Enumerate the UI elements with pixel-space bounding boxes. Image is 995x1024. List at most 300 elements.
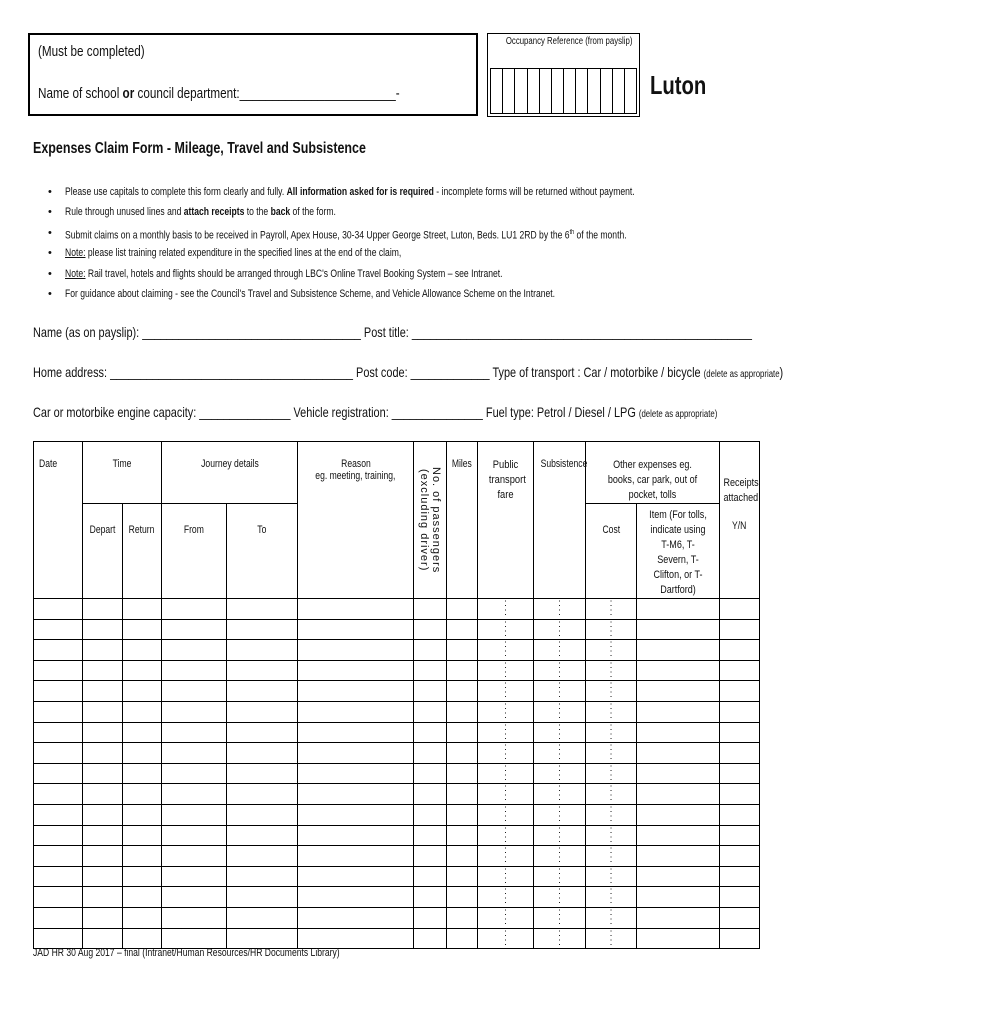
table-cell[interactable] <box>478 887 534 908</box>
table-cell[interactable] <box>586 928 637 949</box>
table-cell[interactable] <box>162 681 227 702</box>
table-cell[interactable] <box>83 825 123 846</box>
table-cell[interactable] <box>720 928 760 949</box>
table-cell[interactable] <box>123 887 162 908</box>
colon-marker: : <box>558 598 561 609</box>
table-cell[interactable] <box>414 784 447 805</box>
table-cell[interactable] <box>34 660 83 681</box>
table-cell[interactable] <box>637 640 720 661</box>
table-cell[interactable] <box>447 928 478 949</box>
table-cell[interactable] <box>162 619 227 640</box>
instruction-item: • Rule through unused lines and attach receipts to the back of the form. <box>48 206 336 219</box>
table-cell[interactable] <box>162 825 227 846</box>
table-cell[interactable] <box>534 928 586 949</box>
table-cell[interactable] <box>637 846 720 867</box>
table-cell[interactable] <box>586 887 637 908</box>
table-cell[interactable] <box>586 825 637 846</box>
colon-marker: : <box>504 783 507 795</box>
table-cell[interactable] <box>123 640 162 661</box>
table-cell[interactable] <box>478 681 534 702</box>
table-cell[interactable] <box>298 599 414 620</box>
table-cell[interactable] <box>447 743 478 764</box>
table-cell[interactable] <box>534 743 586 764</box>
table-cell[interactable] <box>227 660 298 681</box>
table-cell[interactable] <box>414 701 447 722</box>
footer-reference: JAD HR 30 Aug 2017 – final (Intranet/Human Resources/HR Documents Library) <box>33 947 340 959</box>
table-cell[interactable] <box>637 701 720 722</box>
table-cell[interactable] <box>298 907 414 928</box>
table-cell[interactable] <box>34 619 83 640</box>
table-cell[interactable] <box>34 784 83 805</box>
table-cell[interactable] <box>83 907 123 928</box>
table-cell[interactable] <box>414 722 447 743</box>
occupancy-digit-cell[interactable] <box>564 69 576 113</box>
table-cell[interactable] <box>447 784 478 805</box>
occupancy-digit-cell[interactable] <box>625 69 636 113</box>
table-cell[interactable] <box>227 722 298 743</box>
table-cell[interactable] <box>478 784 534 805</box>
table-cell[interactable] <box>34 907 83 928</box>
table-cell[interactable] <box>720 681 760 702</box>
table-cell[interactable] <box>414 763 447 784</box>
school-name-field[interactable]: Name of school or council department:________________________- <box>38 85 400 102</box>
table-cell[interactable] <box>298 722 414 743</box>
table-cell[interactable] <box>720 660 760 681</box>
table-cell[interactable] <box>720 763 760 784</box>
school-header-box <box>28 33 478 116</box>
table-cell[interactable] <box>34 743 83 764</box>
table-cell[interactable] <box>586 784 637 805</box>
table-cell[interactable] <box>83 743 123 764</box>
table-cell[interactable] <box>478 825 534 846</box>
table-cell[interactable] <box>720 846 760 867</box>
table-cell[interactable] <box>720 701 760 722</box>
table-cell[interactable] <box>414 660 447 681</box>
colon-marker: : <box>504 812 507 824</box>
table-cell[interactable] <box>478 928 534 949</box>
col-time: Time <box>83 442 162 504</box>
colon-marker: : <box>504 915 507 927</box>
table-cell[interactable] <box>123 907 162 928</box>
table-cell[interactable] <box>34 640 83 661</box>
table-cell[interactable] <box>534 866 586 887</box>
table-cell[interactable] <box>162 660 227 681</box>
table-cell[interactable] <box>534 784 586 805</box>
occupancy-digit-cell[interactable] <box>540 69 552 113</box>
occupancy-reference-box <box>487 33 640 117</box>
table-row <box>34 804 760 825</box>
table-cell[interactable] <box>447 722 478 743</box>
col-from: From <box>162 504 227 599</box>
table-cell[interactable] <box>162 887 227 908</box>
colon-marker: : <box>504 854 507 866</box>
occupancy-digit-cell[interactable] <box>601 69 613 113</box>
table-cell[interactable] <box>227 599 298 620</box>
table-row <box>34 619 760 640</box>
table-cell[interactable] <box>123 599 162 620</box>
table-cell[interactable] <box>478 866 534 887</box>
table-cell[interactable] <box>447 599 478 620</box>
table-row <box>34 722 760 743</box>
table-cell[interactable] <box>83 640 123 661</box>
table-cell[interactable] <box>478 660 534 681</box>
table-cell[interactable] <box>586 743 637 764</box>
table-cell[interactable] <box>637 866 720 887</box>
table-cell[interactable] <box>478 599 534 620</box>
table-cell[interactable] <box>83 660 123 681</box>
occupancy-digit-cell[interactable] <box>515 69 527 113</box>
colon-marker: : <box>558 783 561 795</box>
colon-marker: : <box>558 886 561 898</box>
table-cell[interactable] <box>227 743 298 764</box>
colon-marker: : <box>558 824 561 836</box>
table-cell[interactable] <box>414 866 447 887</box>
table-cell[interactable] <box>586 763 637 784</box>
table-cell[interactable] <box>637 907 720 928</box>
table-cell[interactable] <box>720 722 760 743</box>
table-cell[interactable] <box>227 784 298 805</box>
table-row <box>34 743 760 764</box>
table-cell[interactable] <box>447 887 478 908</box>
occupancy-digit-cell[interactable] <box>552 69 564 113</box>
table-cell[interactable] <box>83 722 123 743</box>
table-cell[interactable] <box>478 640 534 661</box>
table-cell[interactable] <box>478 619 534 640</box>
table-cell[interactable] <box>227 701 298 722</box>
occupancy-digit-cell[interactable] <box>588 69 600 113</box>
table-cell[interactable] <box>227 928 298 949</box>
table-cell[interactable] <box>34 681 83 702</box>
occupancy-digit-cell[interactable] <box>576 69 588 113</box>
table-cell[interactable] <box>478 846 534 867</box>
table-cell[interactable] <box>298 743 414 764</box>
table-cell[interactable] <box>637 681 720 702</box>
table-cell[interactable] <box>298 660 414 681</box>
table-cell[interactable] <box>34 887 83 908</box>
table-cell[interactable] <box>414 825 447 846</box>
table-cell[interactable] <box>34 825 83 846</box>
table-cell[interactable] <box>83 866 123 887</box>
table-cell[interactable] <box>478 722 534 743</box>
table-cell[interactable] <box>534 619 586 640</box>
table-cell[interactable] <box>414 599 447 620</box>
table-cell[interactable] <box>586 804 637 825</box>
table-cell[interactable] <box>34 599 83 620</box>
colon-marker: : <box>504 627 507 639</box>
table-cell[interactable] <box>34 928 83 949</box>
table-cell[interactable] <box>637 722 720 743</box>
colon-marker: : <box>609 886 613 898</box>
table-cell[interactable] <box>162 722 227 743</box>
table-cell[interactable] <box>83 846 123 867</box>
table-cell[interactable] <box>34 846 83 867</box>
table-cell[interactable] <box>34 701 83 722</box>
colon-marker: : <box>609 936 613 948</box>
colon-marker: : <box>609 845 613 857</box>
table-cell[interactable] <box>720 784 760 805</box>
table-cell[interactable] <box>162 599 227 620</box>
colon-marker: : <box>609 833 613 845</box>
name-post-title-row[interactable]: Name (as on payslip): ____________________________________ Post title: ________________________________________________________ <box>33 324 752 340</box>
colon-marker: : <box>504 803 507 815</box>
table-cell[interactable] <box>83 619 123 640</box>
table-cell[interactable] <box>298 701 414 722</box>
table-cell[interactable] <box>162 763 227 784</box>
table-row <box>34 825 760 846</box>
table-cell[interactable] <box>534 825 586 846</box>
table-cell[interactable] <box>586 846 637 867</box>
table-cell[interactable] <box>162 928 227 949</box>
colon-marker: : <box>558 668 561 680</box>
colon-marker: : <box>558 874 561 886</box>
table-cell[interactable] <box>637 825 720 846</box>
table-cell[interactable] <box>162 743 227 764</box>
table-cell[interactable] <box>447 701 478 722</box>
colon-marker: : <box>504 648 507 660</box>
colon-marker: : <box>504 874 507 886</box>
table-cell[interactable] <box>162 846 227 867</box>
table-cell[interactable] <box>534 599 586 620</box>
table-cell[interactable] <box>298 784 414 805</box>
table-row <box>34 763 760 784</box>
luton-logo: Luton <box>650 70 707 100</box>
table-cell[interactable] <box>478 907 534 928</box>
table-cell[interactable] <box>637 599 720 620</box>
colon-marker: : <box>558 742 561 754</box>
table-cell[interactable] <box>298 763 414 784</box>
table-cell[interactable] <box>534 804 586 825</box>
table-cell[interactable] <box>720 743 760 764</box>
table-cell[interactable] <box>123 660 162 681</box>
colon-marker: : <box>609 680 613 692</box>
table-row <box>34 907 760 928</box>
colon-marker: : <box>504 689 507 701</box>
table-cell[interactable] <box>586 866 637 887</box>
table-cell[interactable] <box>298 640 414 661</box>
table-cell[interactable] <box>637 743 720 764</box>
occupancy-digit-cell[interactable] <box>528 69 540 113</box>
table-cell[interactable] <box>414 804 447 825</box>
table-cell[interactable] <box>447 907 478 928</box>
table-cell[interactable] <box>720 619 760 640</box>
table-cell[interactable] <box>586 640 637 661</box>
table-cell[interactable] <box>123 846 162 867</box>
colon-marker: : <box>504 865 507 877</box>
occupancy-digit-cell[interactable] <box>613 69 625 113</box>
table-cell[interactable] <box>478 701 534 722</box>
table-cell[interactable] <box>447 681 478 702</box>
table-cell[interactable] <box>298 928 414 949</box>
table-cell[interactable] <box>298 825 414 846</box>
table-cell[interactable] <box>534 887 586 908</box>
table-cell[interactable] <box>227 619 298 640</box>
table-cell[interactable] <box>414 640 447 661</box>
table-cell[interactable] <box>227 907 298 928</box>
table-cell[interactable] <box>123 722 162 743</box>
table-cell[interactable] <box>227 866 298 887</box>
colon-marker: : <box>504 886 507 898</box>
address-postcode-transport-row[interactable]: Home address: ________________________________________ Post code: _____________ Type of transport : Car / motorbike / bicycle (delete as appropriate) <box>33 364 784 380</box>
colon-marker: : <box>558 803 561 815</box>
table-cell[interactable] <box>720 887 760 908</box>
table-cell[interactable] <box>414 846 447 867</box>
occupancy-digit-cell[interactable] <box>491 69 503 113</box>
engine-registration-fuel-row[interactable]: Car or motorbike engine capacity: _______________ Vehicle registration: _______________ Fuel type: Petrol / Diesel / LPG (delete as appropriate) <box>33 404 718 420</box>
table-row <box>34 846 760 867</box>
table-cell[interactable] <box>83 784 123 805</box>
table-cell[interactable] <box>83 599 123 620</box>
table-cell[interactable] <box>162 784 227 805</box>
table-cell[interactable] <box>586 619 637 640</box>
table-cell[interactable] <box>162 907 227 928</box>
table-cell[interactable] <box>586 681 637 702</box>
table-cell[interactable] <box>534 846 586 867</box>
table-cell[interactable] <box>534 701 586 722</box>
table-cell[interactable] <box>227 804 298 825</box>
table-cell[interactable] <box>414 743 447 764</box>
col-journey-details: Journey details <box>162 442 298 504</box>
table-cell[interactable] <box>637 887 720 908</box>
table-cell[interactable] <box>34 804 83 825</box>
table-cell[interactable] <box>414 928 447 949</box>
colon-marker: : <box>609 812 613 824</box>
table-cell[interactable] <box>123 743 162 764</box>
table-cell[interactable] <box>720 640 760 661</box>
table-cell[interactable] <box>83 763 123 784</box>
table-cell[interactable] <box>83 681 123 702</box>
table-cell[interactable] <box>534 660 586 681</box>
table-cell[interactable] <box>83 887 123 908</box>
colon-marker: : <box>609 709 613 721</box>
table-cell[interactable] <box>534 763 586 784</box>
table-cell[interactable] <box>447 619 478 640</box>
table-cell[interactable] <box>298 846 414 867</box>
table-cell[interactable] <box>162 804 227 825</box>
occupancy-reference-cells[interactable] <box>490 68 637 114</box>
colon-marker: : <box>558 607 561 618</box>
table-cell[interactable] <box>586 599 637 620</box>
table-cell[interactable] <box>637 804 720 825</box>
table-row <box>34 660 760 681</box>
table-cell[interactable] <box>227 887 298 908</box>
table-cell[interactable] <box>586 722 637 743</box>
table-cell[interactable] <box>298 681 414 702</box>
table-cell[interactable] <box>586 660 637 681</box>
instruction-item: • Note: Rail travel, hotels and flights should be arranged through LBC's Online Travel Booking System – see Intranet. <box>48 267 503 280</box>
table-cell[interactable] <box>298 866 414 887</box>
colon-marker: : <box>558 639 561 651</box>
table-cell[interactable] <box>478 804 534 825</box>
table-cell[interactable] <box>586 907 637 928</box>
col-public-transport: Public transport fare <box>478 442 534 599</box>
table-cell[interactable] <box>447 660 478 681</box>
colon-marker: : <box>558 915 561 927</box>
table-cell[interactable] <box>720 804 760 825</box>
table-cell[interactable] <box>227 640 298 661</box>
table-cell[interactable] <box>298 887 414 908</box>
table-cell[interactable] <box>162 866 227 887</box>
colon-marker: : <box>609 915 613 927</box>
table-cell[interactable] <box>123 928 162 949</box>
table-cell[interactable] <box>720 825 760 846</box>
table-cell[interactable] <box>123 681 162 702</box>
col-date: Date <box>34 442 83 599</box>
table-cell[interactable] <box>83 701 123 722</box>
table-cell[interactable] <box>447 866 478 887</box>
table-cell[interactable] <box>227 763 298 784</box>
colon-marker: : <box>504 751 507 763</box>
table-cell[interactable] <box>162 701 227 722</box>
table-cell[interactable] <box>447 825 478 846</box>
col-item: Item (For tolls, indicate using T-M6, T-Severn, T-Clifton, or T-Dartford) <box>637 504 720 599</box>
table-cell[interactable] <box>720 599 760 620</box>
table-cell[interactable] <box>720 907 760 928</box>
table-cell[interactable] <box>414 887 447 908</box>
table-cell[interactable] <box>637 660 720 681</box>
table-cell[interactable] <box>298 804 414 825</box>
table-cell[interactable] <box>123 784 162 805</box>
table-cell[interactable] <box>123 701 162 722</box>
table-cell[interactable] <box>34 722 83 743</box>
table-cell[interactable] <box>34 763 83 784</box>
table-cell[interactable] <box>83 804 123 825</box>
expenses-table <box>33 441 760 949</box>
table-cell[interactable] <box>447 640 478 661</box>
table-cell[interactable] <box>123 804 162 825</box>
colon-marker: : <box>609 689 613 701</box>
table-cell[interactable] <box>227 825 298 846</box>
table-cell[interactable] <box>162 640 227 661</box>
table-cell[interactable] <box>123 619 162 640</box>
table-cell[interactable] <box>123 825 162 846</box>
table-cell[interactable] <box>637 619 720 640</box>
instruction-item: • For guidance about claiming - see the Council's Travel and Subsistence Scheme, and Vehicle Allowance Scheme on the Intranet. <box>48 287 556 300</box>
table-cell[interactable] <box>534 640 586 661</box>
table-cell[interactable] <box>586 701 637 722</box>
table-cell[interactable] <box>298 619 414 640</box>
table-cell[interactable] <box>478 763 534 784</box>
colon-marker: : <box>504 721 507 733</box>
table-cell[interactable] <box>637 928 720 949</box>
table-cell[interactable] <box>534 722 586 743</box>
colon-marker: : <box>558 700 561 712</box>
table-cell[interactable] <box>227 681 298 702</box>
table-cell[interactable] <box>34 866 83 887</box>
table-cell[interactable] <box>478 743 534 764</box>
table-cell[interactable] <box>637 763 720 784</box>
table-cell[interactable] <box>447 804 478 825</box>
table-cell[interactable] <box>123 763 162 784</box>
table-cell[interactable] <box>534 907 586 928</box>
occupancy-digit-cell[interactable] <box>503 69 515 113</box>
table-cell[interactable] <box>720 866 760 887</box>
table-cell[interactable] <box>414 619 447 640</box>
colon-marker: : <box>558 906 561 918</box>
colon-marker: : <box>609 627 613 639</box>
col-subsistence: Subsistence <box>534 442 586 599</box>
table-cell[interactable] <box>414 907 447 928</box>
table-cell[interactable] <box>534 681 586 702</box>
table-cell[interactable] <box>414 681 447 702</box>
table-cell[interactable] <box>227 846 298 867</box>
table-cell[interactable] <box>447 846 478 867</box>
table-cell[interactable] <box>123 866 162 887</box>
table-cell[interactable] <box>447 763 478 784</box>
table-cell[interactable] <box>637 784 720 805</box>
colon-marker: : <box>609 762 613 774</box>
table-cell[interactable] <box>83 928 123 949</box>
colon-marker: : <box>609 874 613 886</box>
